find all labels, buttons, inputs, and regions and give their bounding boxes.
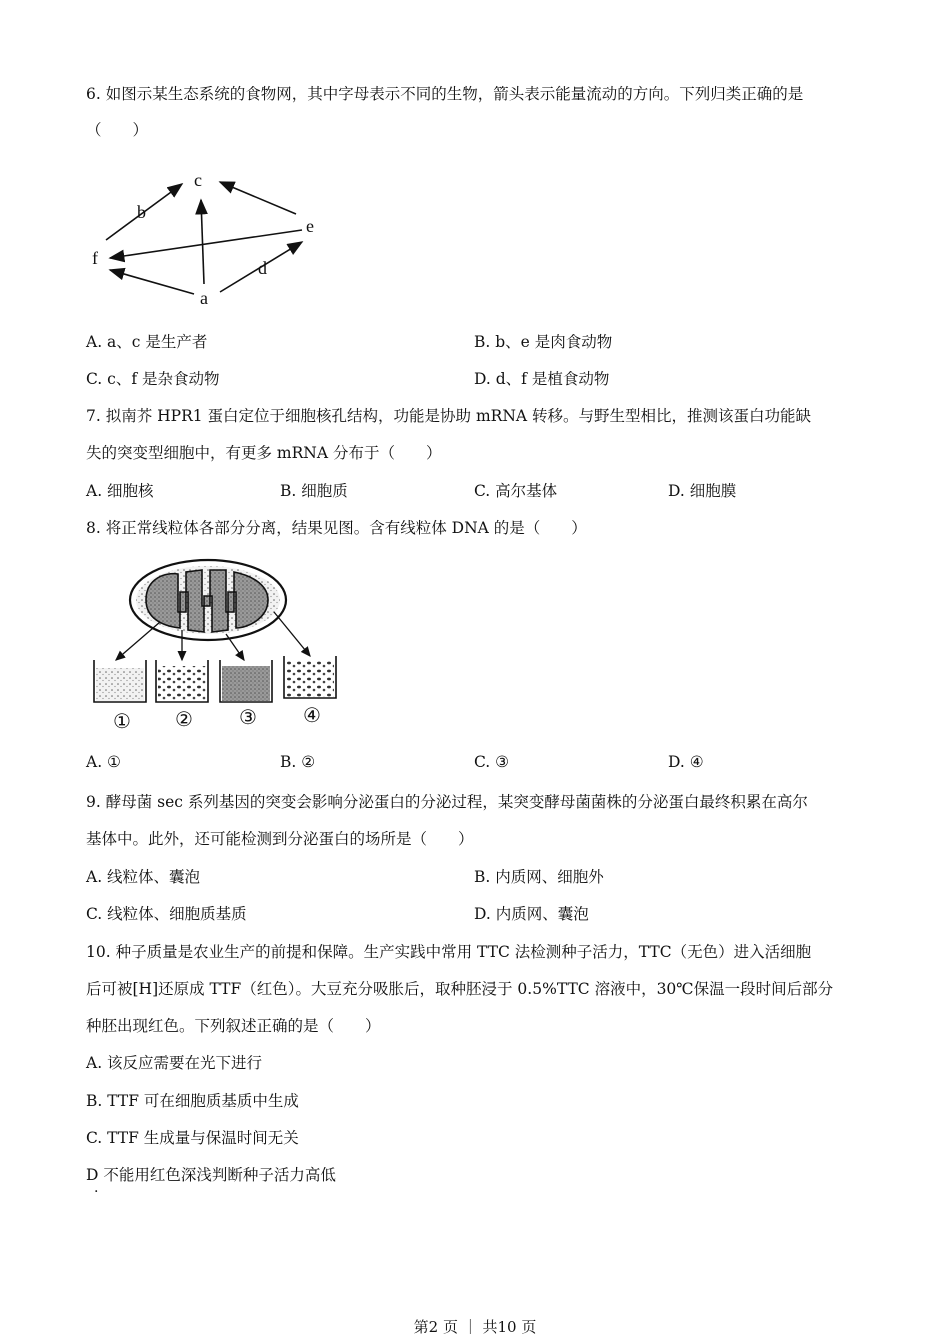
stray-dot: .: [94, 1180, 99, 1196]
arrow-to-tube-4: [274, 612, 310, 656]
q7-option-a[interactable]: A. 细胞核: [86, 482, 154, 500]
q8-option-d[interactable]: D. ④: [668, 753, 704, 771]
node-e: e: [306, 216, 314, 236]
food-web-diagram: [80, 160, 340, 310]
q9-option-b[interactable]: B. 内质网、细胞外: [474, 868, 604, 886]
arrow-e-to-c: [220, 182, 296, 214]
node-b: b: [137, 202, 146, 222]
arrow-e-to-f: [110, 230, 302, 258]
q7-option-c[interactable]: C. 高尔基体: [474, 482, 558, 500]
q10-stem-line2: 后可被[H]还原成 TTF（红色）。大豆充分吸胀后，取种胚浸于 0.5%TTC 溶液中，30℃保温一段时间后部分: [86, 980, 834, 998]
q7-option-d[interactable]: D. 细胞膜: [668, 482, 737, 500]
q10-stem-line3: 种胚出现红色。下列叙述正确的是（ ）: [86, 1017, 381, 1035]
q7-stem-line2: 失的突变型细胞中，有更多 mRNA 分布于（ ）: [86, 444, 442, 462]
q10-option-a[interactable]: A. 该反应需要在光下进行: [86, 1054, 263, 1072]
node-c: c: [194, 170, 202, 190]
q9-option-a[interactable]: A. 线粒体、囊泡: [86, 868, 201, 886]
q6-option-a[interactable]: A. a、c 是生产者: [86, 333, 208, 351]
arrow-to-tube-1: [116, 622, 160, 660]
mitochondria-fractionation-diagram: [86, 556, 346, 736]
page-footer: 第2 页 ｜ 共10 页: [413, 1318, 537, 1336]
q10-option-d[interactable]: D 不能用红色深浅判断种子活力高低: [86, 1166, 336, 1184]
tube-3-label: ③: [239, 707, 257, 729]
node-d: d: [258, 258, 267, 278]
arrow-a-to-f: [110, 270, 194, 294]
q10-option-c[interactable]: C. TTF 生成量与保温时间无关: [86, 1129, 299, 1147]
q10-option-b[interactable]: B. TTF 可在细胞质基质中生成: [86, 1092, 299, 1110]
q9-option-d[interactable]: D. 内质网、囊泡: [474, 905, 589, 923]
arrow-a-to-c: [201, 200, 204, 284]
q6-stem-line1: 6. 如图示某生态系统的食物网，其中字母表示不同的生物，箭头表示能量流动的方向。下列归类正确的是: [86, 85, 804, 103]
q6-option-d[interactable]: D. d、f 是植食动物: [474, 370, 610, 388]
q9-stem-line2: 基体中。此外，还可能检测到分泌蛋白的场所是（ ）: [86, 830, 474, 848]
q6-stem-line2: （ ）: [86, 121, 149, 139]
q9-option-c[interactable]: C. 线粒体、细胞质基质: [86, 905, 247, 923]
node-a: a: [200, 288, 208, 308]
q6-option-c[interactable]: C. c、f 是杂食动物: [86, 370, 220, 388]
q10-stem-line1: 10. 种子质量是农业生产的前提和保障。生产实践中常用 TTC 法检测种子活力，TTC（无色）进入活细胞: [86, 943, 812, 961]
tube-2-label: ②: [175, 709, 193, 731]
q8-option-a[interactable]: A. ①: [86, 753, 121, 771]
q6-option-b[interactable]: B. b、e 是肉食动物: [474, 333, 613, 351]
tube-1-label: ①: [113, 711, 131, 733]
q7-stem-line1: 7. 拟南芥 HPR1 蛋白定位于细胞核孔结构，功能是协助 mRNA 转移。与野生型相比，推测该蛋白功能缺: [86, 407, 812, 425]
q9-stem-line1: 9. 酵母菌 sec 系列基因的突变会影响分泌蛋白的分泌过程，某突变酵母菌菌株的分泌蛋白最终积累在高尔: [86, 793, 808, 811]
node-f: f: [92, 248, 98, 268]
q8-option-c[interactable]: C. ③: [474, 753, 510, 771]
q8-option-b[interactable]: B. ②: [280, 753, 316, 771]
q7-option-b[interactable]: B. 细胞质: [280, 482, 348, 500]
q8-stem-line1: 8. 将正常线粒体各部分分离，结果见图。含有线粒体 DNA 的是（ ）: [86, 519, 587, 537]
tube-4-label: ④: [303, 705, 321, 727]
